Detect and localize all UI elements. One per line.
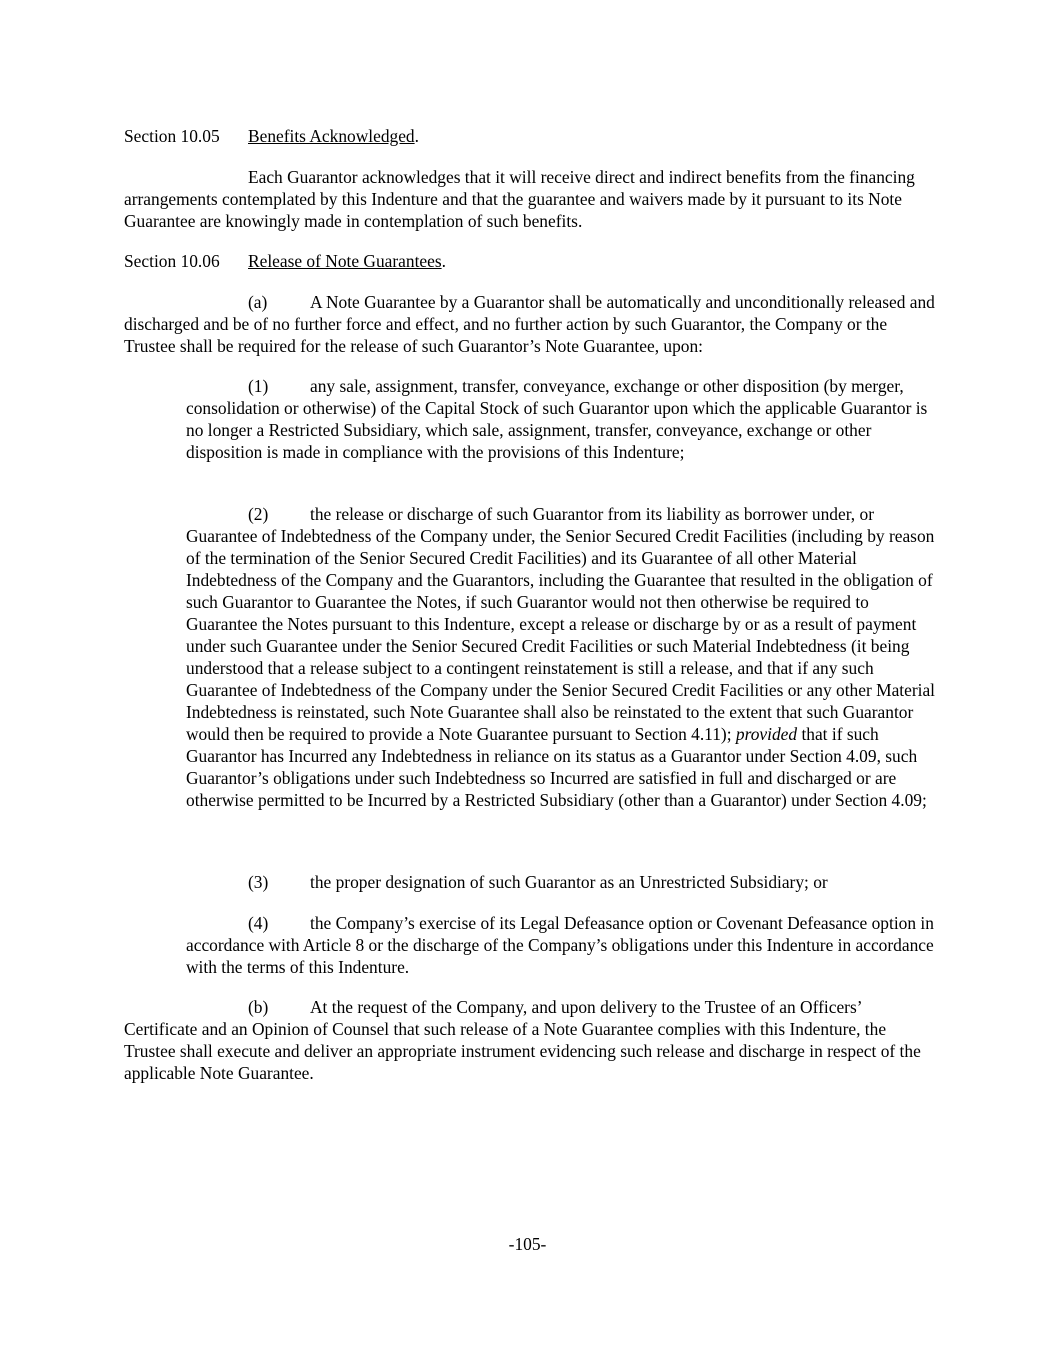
section-number: Section 10.06 — [124, 251, 220, 271]
item-text: any sale, assignment, transfer, conveyance, exchange or other disposition (by merger, consolidation or otherwise) of the Capital Stock of such Guarantor upon which the applicable Guarantor is no longer a Restricted Subsidiary, which sale, assignment, transfer, conveyance, exchange or other disposition is made in compliance with the provisions of this Indenture; — [186, 376, 928, 462]
item-text-after: that if such Guarantor has Incurred any Indebtedness in reliance on its status as a Guarantor under Section 4.09, such Guarantor’s obligations under such Indebtedness so Incurred are satisfied in full and discharged or are otherwise permitted to be Incurred by a Restricted Subsidiary (other than a Guarantor) under Section 4.09; — [186, 724, 927, 810]
section-title: Release of Note Guarantees — [248, 251, 442, 271]
paragraph-label: (b) — [248, 997, 269, 1017]
body-text: Each Guarantor acknowledges that it will receive direct and indirect benefits from the financing arrangements contemplated by this Indenture and that the guarantee and waivers made by it pursuant to its Note Guarantee are knowingly made in contemplation of such benefits. — [124, 167, 915, 231]
item-label: (4) — [248, 913, 269, 933]
item-3 — [186, 871, 936, 893]
paragraph-b — [124, 996, 936, 1084]
item-text-before: the release or discharge of such Guarantor from its liability as borrower under, or Guarantee of Indebtedness of the Company under, the Senior Secured Credit Facilities (including by reason of the termination of the Senior Secured Credit Facilities) and its Guarantee of all other Material Indebtedness of the Company and the Guarantors, including the Guarantee that resulted in the obligation of such Guarantor to Guarantee the Notes, if such Guarantor would not then otherwise be required to Guarantee the Notes pursuant to this Indenture, except a release or discharge by or as a result of payment under such Guarantee under the Senior Secured Credit Facilities or such Material Indebtedness (it being understood that a release subject to a contingent reinstatement is still a release, and that if any such Guarantee of Indebtedness of the Company under the Senior Secured Credit Facilities or any other Material Indebtedness is reinstated, such Note Guarantee shall also be reinstated to the extent that such Guarantor would then be required to provide a Note Guarantee pursuant to Section 4.11); — [186, 504, 936, 744]
paragraph-text: A Note Guarantee by a Guarantor shall be automatically and unconditionally released and discharged and be of no further force and effect, and no further action by such Guarantor, the Company or the Trustee shall be required for the release of such Guarantor’s Note Guarantee, upon: — [124, 292, 935, 356]
item-label: (2) — [248, 504, 269, 524]
section-title-period: . — [414, 126, 419, 146]
item-text: the proper designation of such Guarantor as an Unrestricted Subsidiary; or — [310, 872, 828, 892]
section-10-05-heading — [124, 125, 936, 147]
page-number: -105- — [508, 1234, 547, 1254]
item-text: the Company’s exercise of its Legal Defeasance option or Covenant Defeasance option in accordance with Article 8 or the discharge of the Company’s obligations under this Indenture in accordance with the terms of this Indenture. — [186, 913, 934, 977]
paragraph-text: At the request of the Company, and upon delivery to the Trustee of an Officers’ Certificate and an Opinion of Counsel that such release of a Note Guarantee complies with this Indenture, the Trustee shall execute and deliver an appropriate instrument evidencing such release and discharge in respect of the applicable Note Guarantee. — [124, 997, 921, 1083]
item-1 — [186, 375, 936, 463]
section-title-period: . — [441, 251, 446, 271]
item-label: (3) — [248, 872, 269, 892]
item-4 — [186, 912, 936, 978]
item-2 — [186, 503, 936, 811]
paragraph-a — [124, 291, 936, 357]
item-text-italic: provided — [735, 724, 798, 744]
item-label: (1) — [248, 376, 269, 396]
section-number: Section 10.05 — [124, 126, 220, 146]
paragraph-label: (a) — [248, 292, 268, 312]
section-10-06-heading — [124, 250, 936, 272]
section-title: Benefits Acknowledged — [248, 126, 415, 146]
section-10-05-body — [124, 166, 936, 232]
